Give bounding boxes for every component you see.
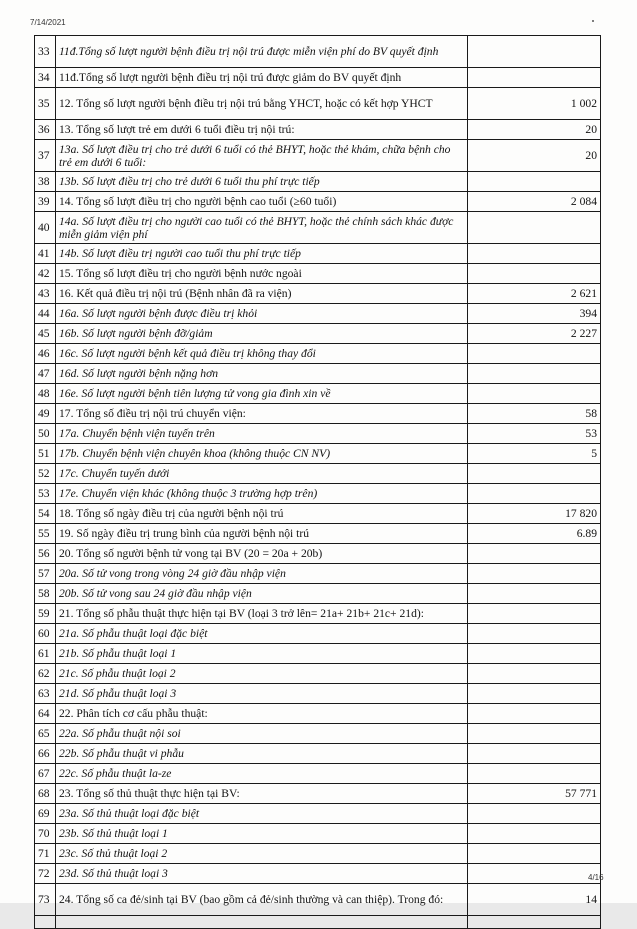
table-row — [35, 664, 601, 684]
table-row — [35, 824, 601, 844]
row-number: 49 — [35, 404, 56, 424]
indicator-label: 14b. Số lượt điều trị người cao tuổi thu phí trực tiếp — [56, 244, 468, 264]
row-number: 35 — [35, 88, 56, 120]
row-number: 59 — [35, 604, 56, 624]
indicator-label: 17c. Chuyển tuyến dưới — [56, 464, 468, 484]
indicator-value — [468, 624, 601, 644]
row-number: 54 — [35, 504, 56, 524]
indicator-label: 21d. Số phẫu thuật loại 3 — [56, 684, 468, 704]
row-number: 33 — [35, 36, 56, 68]
indicator-value — [468, 36, 601, 68]
indicator-value — [468, 244, 601, 264]
row-number: 51 — [35, 444, 56, 464]
statistics-table-body — [35, 36, 601, 929]
indicator-value — [468, 804, 601, 824]
indicator-label: 14. Tổng số lượt điều trị cho người bệnh cao tuổi (≥60 tuổi) — [56, 192, 468, 212]
print-date: 7/14/2021 — [30, 18, 66, 27]
table-row — [35, 36, 601, 68]
indicator-label — [56, 916, 468, 929]
table-row — [35, 504, 601, 524]
indicator-value: 14 — [468, 884, 601, 916]
indicator-value — [468, 364, 601, 384]
table-row — [35, 484, 601, 504]
indicator-value: 2 227 — [468, 324, 601, 344]
indicator-value — [468, 704, 601, 724]
table-row — [35, 844, 601, 864]
indicator-label: 22. Phân tích cơ cấu phẫu thuật: — [56, 704, 468, 724]
table-row — [35, 564, 601, 584]
indicator-value — [468, 864, 601, 884]
indicator-value — [468, 916, 601, 929]
table-row — [35, 68, 601, 88]
indicator-label: 13. Tổng số lượt trẻ em dưới 6 tuổi điều trị nội trú: — [56, 120, 468, 140]
row-number: 64 — [35, 704, 56, 724]
indicator-label: 23d. Số thủ thuật loại 3 — [56, 864, 468, 884]
table-row — [35, 544, 601, 564]
table-row — [35, 284, 601, 304]
table-row — [35, 464, 601, 484]
row-number: 50 — [35, 424, 56, 444]
indicator-value: 2 621 — [468, 284, 601, 304]
table-row — [35, 304, 601, 324]
indicator-label: 16e. Số lượt người bệnh tiên lượng tử vong gia đình xin về — [56, 384, 468, 404]
indicator-label: 22a. Số phẫu thuật nội soi — [56, 724, 468, 744]
indicator-value — [468, 544, 601, 564]
indicator-label: 23a. Số thủ thuật loại đặc biệt — [56, 804, 468, 824]
row-number: 36 — [35, 120, 56, 140]
indicator-value: 5 — [468, 444, 601, 464]
indicator-value — [468, 464, 601, 484]
indicator-value — [468, 384, 601, 404]
table-row — [35, 244, 601, 264]
row-number: 34 — [35, 68, 56, 88]
indicator-value: 2 084 — [468, 192, 601, 212]
row-number: 69 — [35, 804, 56, 824]
table-row — [35, 916, 601, 929]
table-row — [35, 704, 601, 724]
row-number: 48 — [35, 384, 56, 404]
table-row — [35, 444, 601, 464]
table-row — [35, 644, 601, 664]
table-row — [35, 264, 601, 284]
statistics-table — [34, 35, 601, 929]
indicator-value — [468, 604, 601, 624]
indicator-label: 22c. Số phẫu thuật la-ze — [56, 764, 468, 784]
row-number: 38 — [35, 172, 56, 192]
row-number: 56 — [35, 544, 56, 564]
indicator-label: 17b. Chuyển bệnh viện chuyên khoa (không thuộc CN NV) — [56, 444, 468, 464]
indicator-label: 20. Tổng số người bệnh tử vong tại BV (20 = 20a + 20b) — [56, 544, 468, 564]
row-number: 45 — [35, 324, 56, 344]
row-number: 52 — [35, 464, 56, 484]
indicator-value — [468, 484, 601, 504]
row-number: 58 — [35, 584, 56, 604]
indicator-label: 21. Tổng số phẫu thuật thực hiện tại BV (loại 3 trở lên= 21a+ 21b+ 21c+ 21d): — [56, 604, 468, 624]
row-number: 44 — [35, 304, 56, 324]
row-number: 66 — [35, 744, 56, 764]
table-row — [35, 140, 601, 172]
table-row — [35, 764, 601, 784]
table-row — [35, 212, 601, 244]
row-number: 42 — [35, 264, 56, 284]
table-row — [35, 584, 601, 604]
indicator-value: 1 002 — [468, 88, 601, 120]
row-number: 61 — [35, 644, 56, 664]
indicator-value — [468, 844, 601, 864]
table-row — [35, 524, 601, 544]
indicator-value: 57 771 — [468, 784, 601, 804]
indicator-label: 20b. Số tử vong sau 24 giờ đầu nhập viện — [56, 584, 468, 604]
indicator-label: 17e. Chuyển viện khác (không thuộc 3 trường hợp trên) — [56, 484, 468, 504]
indicator-label: 11đ.Tổng số lượt người bệnh điều trị nội trú được giảm do BV quyết định — [56, 68, 468, 88]
row-number: 68 — [35, 784, 56, 804]
row-number: 70 — [35, 824, 56, 844]
indicator-value: 6.89 — [468, 524, 601, 544]
indicator-label: 23b. Số thủ thuật loại 1 — [56, 824, 468, 844]
table-row — [35, 604, 601, 624]
table-row — [35, 324, 601, 344]
indicator-value — [468, 724, 601, 744]
table-row — [35, 192, 601, 212]
indicator-value — [468, 684, 601, 704]
indicator-label: 12. Tổng số lượt người bệnh điều trị nội trú bằng YHCT, hoặc có kết hợp YHCT — [56, 88, 468, 120]
indicator-value: 394 — [468, 304, 601, 324]
table-row — [35, 88, 601, 120]
indicator-label: 17a. Chuyển bệnh viện tuyến trên — [56, 424, 468, 444]
indicator-label: 19. Số ngày điều trị trung bình của người bệnh nội trú — [56, 524, 468, 544]
indicator-label: 21c. Số phẫu thuật loại 2 — [56, 664, 468, 684]
row-number: 73 — [35, 884, 56, 916]
table-row — [35, 784, 601, 804]
indicator-label: 15. Tổng số lượt điều trị cho người bệnh nước ngoài — [56, 264, 468, 284]
indicator-value — [468, 172, 601, 192]
indicator-label: 16. Kết quả điều trị nội trú (Bệnh nhân đã ra viện) — [56, 284, 468, 304]
row-number: 39 — [35, 192, 56, 212]
indicator-label: 23c. Số thủ thuật loại 2 — [56, 844, 468, 864]
row-number: 57 — [35, 564, 56, 584]
table-row — [35, 724, 601, 744]
indicator-label: 22b. Số phẫu thuật vi phẫu — [56, 744, 468, 764]
table-row — [35, 684, 601, 704]
row-number: 43 — [35, 284, 56, 304]
table-row — [35, 624, 601, 644]
indicator-label: 16d. Số lượt người bệnh nặng hơn — [56, 364, 468, 384]
row-number: 47 — [35, 364, 56, 384]
indicator-label: 18. Tổng số ngày điều trị của người bệnh nội trú — [56, 504, 468, 524]
row-number: 72 — [35, 864, 56, 884]
indicator-label: 24. Tổng số ca đẻ/sinh tại BV (bao gồm cả đẻ/sinh thường và can thiệp). Trong đó: — [56, 884, 468, 916]
indicator-label: 16b. Số lượt người bệnh đỡ/giảm — [56, 324, 468, 344]
indicator-label: 23. Tổng số thủ thuật thực hiện tại BV: — [56, 784, 468, 804]
indicator-label: 13a. Số lượt điều trị cho trẻ dưới 6 tuổi có thẻ BHYT, hoặc thẻ khám, chữa bệnh cho trẻ em dưới 6 tuổi: — [56, 140, 468, 172]
indicator-label: 16a. Số lượt người bệnh được điều trị khỏi — [56, 304, 468, 324]
table-row — [35, 344, 601, 364]
row-number: 63 — [35, 684, 56, 704]
indicator-label: 13b. Số lượt điều trị cho trẻ dưới 6 tuổi thu phí trực tiếp — [56, 172, 468, 192]
page-mark — [592, 20, 594, 22]
indicator-value — [468, 264, 601, 284]
indicator-label: 11đ.Tổng số lượt người bệnh điều trị nội trú được miễn viện phí do BV quyết định — [56, 36, 468, 68]
row-number: 37 — [35, 140, 56, 172]
indicator-value — [468, 824, 601, 844]
row-number: 53 — [35, 484, 56, 504]
indicator-value — [468, 68, 601, 88]
row-number: 46 — [35, 344, 56, 364]
row-number: 60 — [35, 624, 56, 644]
indicator-label: 16c. Số lượt người bệnh kết quả điều trị không thay đổi — [56, 344, 468, 364]
page-number: 4/16 — [588, 873, 604, 882]
table-row — [35, 804, 601, 824]
row-number: 67 — [35, 764, 56, 784]
indicator-value: 58 — [468, 404, 601, 424]
indicator-value: 20 — [468, 140, 601, 172]
indicator-value: 20 — [468, 120, 601, 140]
table-row — [35, 884, 601, 916]
row-number: 65 — [35, 724, 56, 744]
indicator-value — [468, 664, 601, 684]
row-number: 71 — [35, 844, 56, 864]
indicator-label: 14a. Số lượt điều trị cho người cao tuổi có thẻ BHYT, hoặc thẻ chính sách khác được miễn giảm viện phí — [56, 212, 468, 244]
indicator-value — [468, 584, 601, 604]
table-row — [35, 364, 601, 384]
indicator-label: 21b. Số phẫu thuật loại 1 — [56, 644, 468, 664]
indicator-value — [468, 212, 601, 244]
row-number: 40 — [35, 212, 56, 244]
indicator-label: 20a. Số tử vong trong vòng 24 giờ đầu nhập viện — [56, 564, 468, 584]
indicator-value — [468, 764, 601, 784]
row-number: 62 — [35, 664, 56, 684]
table-row — [35, 864, 601, 884]
table-row — [35, 172, 601, 192]
indicator-value — [468, 644, 601, 664]
indicator-value: 53 — [468, 424, 601, 444]
indicator-value — [468, 744, 601, 764]
table-row — [35, 744, 601, 764]
indicator-value — [468, 564, 601, 584]
table-row — [35, 120, 601, 140]
indicator-value: 17 820 — [468, 504, 601, 524]
indicator-value — [468, 344, 601, 364]
row-number: 55 — [35, 524, 56, 544]
row-number — [35, 916, 56, 929]
table-row — [35, 424, 601, 444]
table-row — [35, 404, 601, 424]
row-number: 41 — [35, 244, 56, 264]
table-row — [35, 384, 601, 404]
indicator-label: 21a. Số phẫu thuật loại đặc biệt — [56, 624, 468, 644]
indicator-label: 17. Tổng số điều trị nội trú chuyển viện: — [56, 404, 468, 424]
